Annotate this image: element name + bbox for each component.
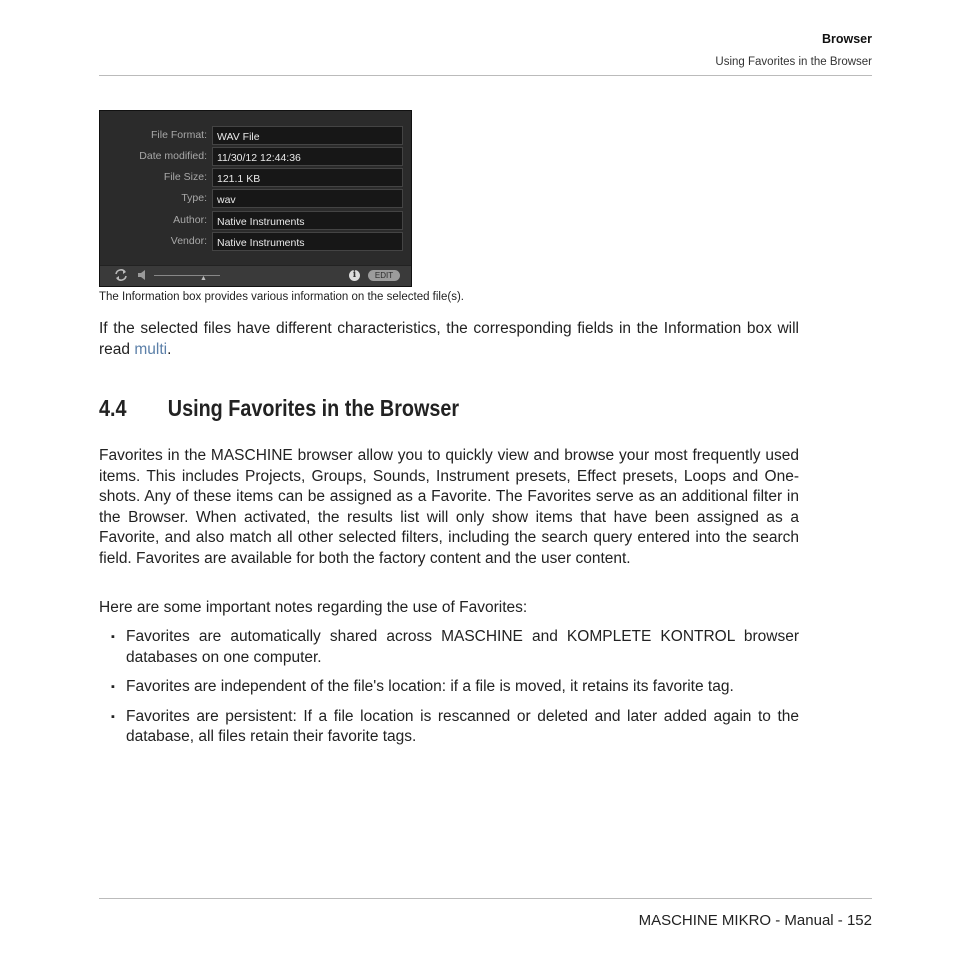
list-item-text: Favorites are automatically shared across MASCHINE and KOMPLETE KONTROL browser databases on one computer.	[126, 628, 799, 666]
info-row-type	[100, 189, 413, 209]
header-rule	[99, 75, 872, 76]
footer-rule	[99, 898, 872, 899]
list-item-text: Favorites are independent of the file's location: if a file is moved, it retains its favorite tag.	[126, 678, 734, 695]
section-heading	[99, 395, 459, 422]
info-label: File Format:	[150, 129, 207, 141]
info-label: Date modified:	[139, 150, 207, 162]
list-item-text: Favorites are persistent: If a file location is rescanned or deleted and later added again to the database, all files retain their favorite tags.	[126, 707, 799, 745]
info-field-type[interactable]: wav	[212, 189, 403, 208]
volume-slider-track[interactable]	[154, 275, 220, 276]
edit-button[interactable]: EDIT	[368, 270, 400, 281]
section-title: Using Favorites in the Browser	[167, 395, 460, 421]
volume-slider-knob-icon[interactable]: ▲	[200, 275, 207, 282]
info-field-date-modified[interactable]: 11/30/12 12:44:36	[212, 147, 403, 166]
intro-paragraph	[99, 319, 799, 360]
info-box-toolbar	[100, 265, 411, 286]
info-field-author[interactable]: Native Instruments	[212, 211, 403, 230]
info-row-date-modified	[100, 147, 413, 167]
notes-list	[99, 627, 799, 757]
section-number: 4.4	[99, 395, 127, 421]
bullet-icon: ▪	[111, 710, 115, 723]
info-field-file-format[interactable]: WAV File	[212, 126, 403, 145]
info-label: Vendor:	[170, 235, 207, 247]
multi-link[interactable]: multi	[134, 340, 168, 358]
info-row-file-size	[100, 168, 413, 188]
information-box	[99, 110, 412, 287]
header-section: Using Favorites in the Browser	[715, 56, 872, 68]
loop-icon[interactable]	[114, 268, 128, 286]
body-paragraph-2: Here are some important notes regarding the use of Favorites:	[99, 599, 528, 616]
list-item	[99, 707, 799, 748]
info-label: Author:	[173, 214, 207, 226]
page-footer: MASCHINE MIKRO - Manual - 152	[638, 912, 872, 929]
info-icon[interactable]: i	[349, 270, 360, 281]
header-chapter: Browser	[821, 32, 872, 46]
list-item	[99, 677, 799, 698]
intro-text: If the selected files have different characteristics, the corresponding fields in the Information box will read	[99, 320, 799, 358]
info-row-author	[100, 211, 413, 231]
info-label: File Size:	[163, 171, 207, 183]
figure-caption: The Information box provides various information on the selected file(s).	[99, 291, 464, 303]
body-paragraph-1: Favorites in the MASCHINE browser allow you to quickly view and browse your most frequently used items. This includes Projects, Groups, Sounds, Instrument presets, Effect presets, Loops and One-shots. Any of these items can be assigned as a Favorite. The Favorites serve as an additional filter in the Browser. When activated, the results list will only show items that have been assigned as a Favorite, and also match all other selected filters, including the search query entered into the search field. Favorites are available for both the factory content and the user content.	[99, 447, 799, 567]
info-row-vendor	[100, 232, 413, 252]
list-item	[99, 627, 799, 668]
speaker-icon[interactable]	[137, 268, 149, 286]
info-field-vendor[interactable]: Native Instruments	[212, 232, 403, 251]
intro-text-end: .	[167, 340, 172, 358]
info-row-file-format	[100, 126, 413, 146]
info-label: Type:	[181, 192, 207, 204]
info-field-file-size[interactable]: 121.1 KB	[212, 168, 403, 187]
bullet-icon: ▪	[111, 631, 115, 643]
bullet-icon: ▪	[111, 681, 115, 693]
